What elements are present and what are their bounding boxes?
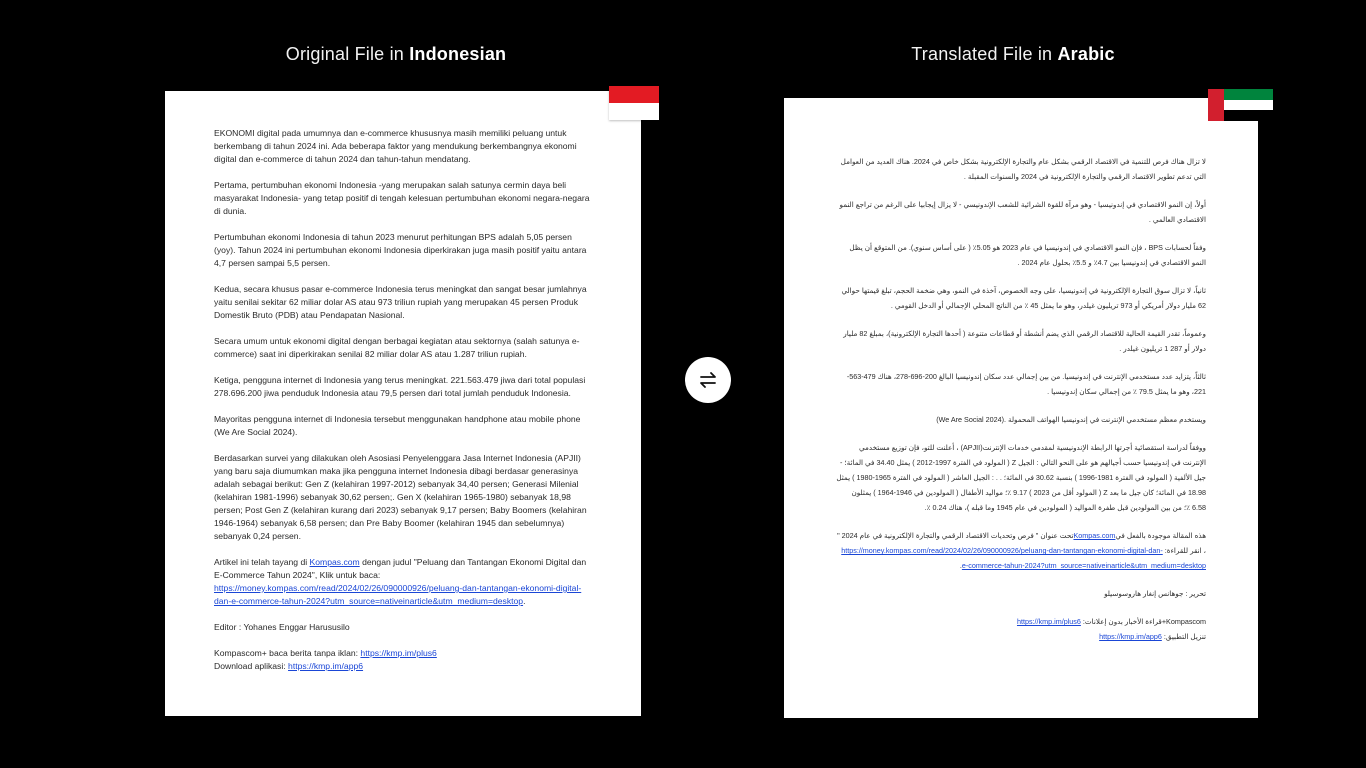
- kompas-link[interactable]: Kompas.com: [309, 557, 360, 567]
- original-promo-lines: [214, 647, 593, 673]
- translated-file-heading: [803, 44, 1223, 65]
- indonesia-flag-icon: [609, 86, 659, 120]
- translated-paragraph-5: وعموماً، تقدر القيمة الحالية للاقتصاد الرقمي الذي يضم أنشطة أو قطاعات متنوعة ( أحدها التجارة الإلكترونية)، بمبلغ 82 مليار دولار أو 287 1 تريليون غيلدر .: [843, 329, 1206, 353]
- source-text-c: .: [523, 596, 526, 606]
- original-paragraph-4: Kedua, secara khusus pasar e-commerce Indonesia terus meningkat dan sangat besar jumlahnya yaitu senilai sekitar 62 miliar dolar AS atau 973 triliun rupiah yang merupakan 45 persen Produk Domestik Bruto (PDB) atau Pendapatan Nasional.: [214, 284, 587, 320]
- original-paragraph-1: EKONOMI digital pada umumnya dan e-commerce khususnya masih memiliki peluang untuk berkembang di tahun 2024 ini. Ada beberapa faktor yang mendukung berkembangnya ekonomi digital dan e-commerce di tahun 2024 dan tahun-tahun mendatang.: [214, 128, 577, 164]
- swap-languages-button[interactable]: [685, 357, 731, 403]
- heading-prefix: Original File in: [285, 44, 410, 64]
- original-editor-line: Editor : Yohanes Enggar Harususilo: [214, 622, 350, 632]
- source-text-a: هذه المقالة موجودة بالفعل في: [1115, 531, 1206, 540]
- flag-white-band: [1224, 100, 1273, 110]
- promo-app-text: تنزيل التطبيق:: [1161, 632, 1206, 641]
- flag-black-band: [1224, 110, 1273, 121]
- translated-paragraph-6: ثالثاً، يتزايد عدد مستخدمي الإنترنت في إندونيسيا. من بين إجمالي عدد سكان إندونيسيا البالغ 200-696-278، هناك 479-563-221، وهو ما يمثل 79.5 ٪ من إجمالي سكان إندونيسيا .: [846, 372, 1206, 396]
- translated-document-page: [784, 98, 1258, 718]
- source-text-b: dengan judul "Peluang dan Tantangan Ekonomi Digital dan E-Commerce Tahun 2024", Klik untuk baca:: [214, 557, 587, 580]
- original-paragraph-5: Secara umum untuk ekonomi digital dengan berbagai kegiatan atau sektornya (salah satunya e-commerce) saat ini diperkirakan senilai 82 miliar dolar AS atau 1.287 triliun rupiah.: [214, 336, 580, 359]
- source-language-label: Indonesian: [409, 44, 507, 64]
- swap-arrows-icon: [696, 368, 720, 392]
- promo-plus-text: Kompascom+قراءة الأخبار بدون إعلانات:: [1080, 617, 1206, 626]
- app-link[interactable]: https://kmp.im/app6: [288, 661, 364, 671]
- translated-paragraph-8: ووفقاً لدراسة استقصائية أجرتها الرابطة الإندونيسية لمقدمي خدمات الإنترنت(APJII) ، أعلنت للتو، فإن توزيع مستخدمي الإنترنت في إندونيسيا حسب أجيالهم هو على النحو التالي : الجيل Z ( المولود في الفترة 1997-2012 ) يمثل 34.40 في المائة؛ - جيل الألفية ( المولود في الفترة 1981-1996 ) بنسبة 30.62 في المائة؛ . . : الجيل العاشر ( المولود في الفترة 1965-1980 ) يمثل 18.98 في المائة؛ كان جيل ما بعد Z ( المولود أقل من 2023 ) 9.17 ٪؛ مواليد الأطفال ( المولودين في 1946-1964 ) يمثلون 6.58 ٪؛ من بين المولودين قبل طفرة المواليد ( المولودين في عام 1945 وما قبله )، هناك 0.24 ٪.: [836, 443, 1206, 512]
- source-text-b: تحت عنوان " فرص وتحديات الاقتصاد الرقمي والتجارة الإلكترونية في عام 2024 " ، انقر للقراءة:: [837, 531, 1206, 555]
- uae-flag-icon: [1208, 89, 1273, 121]
- original-paragraph-2: Pertama, pertumbuhan ekonomi Indonesia -yang merupakan salah satunya cermin daya beli masyarakat Indonesia- yang tetap positif di tengah kelesuan pertumbuhan ekonomi negara-negara di dunia.: [214, 180, 590, 216]
- translated-editor-line: تحرير : جوهانس إنغار هاروسوسيلو: [1104, 589, 1206, 598]
- translated-paragraph-source: [836, 528, 1206, 573]
- article-url-link[interactable]: https://money.kompas.com/read/2024/02/26/090000926/peluang-dan-tantangan-ekonomi-digital-dan-e-commerce-tahun-2024?utm_source=nativeinarticle&utm_medium=desktop: [841, 546, 1206, 570]
- original-document-page: [165, 91, 641, 716]
- flag-green-band: [1224, 89, 1273, 100]
- original-paragraph-6: Ketiga, pengguna internet di Indonesia yang terus meningkat. 221.563.479 jiwa dari total populasi 278.696.200 jiwa penduduk Indonesia atau 79,5 persen dari total jumlah penduduk Indonesia.: [214, 375, 586, 398]
- translated-paragraph-7: ويستخدم معظم مستخدمي الإنترنت في إندونيسيا الهواتف المحمولة .(We Are Social 2024): [936, 415, 1206, 424]
- flag-red-band: [609, 86, 659, 103]
- article-url-link[interactable]: https://money.kompas.com/read/2024/02/26/090000926/peluang-dan-tantangan-ekonomi-digital-dan-e-commerce-tahun-2024?utm_source=nativeinarticle&utm_medium=desktop: [214, 583, 582, 606]
- translated-promo-lines: [836, 614, 1206, 644]
- translated-paragraph-1: لا تزال هناك فرص للتنمية في الاقتصاد الرقمي بشكل عام والتجارة الإلكترونية بشكل خاص في 2024. هناك العديد من العوامل التي تدعم تطوير الاقتصاد الرقمي والتجارة الإلكترونية في 2024 والسنوات المقبلة .: [840, 157, 1206, 181]
- promo-app-text: Download aplikasi:: [214, 661, 289, 671]
- original-paragraph-7: Mayoritas pengguna internet di Indonesia tersebut menggunakan handphone atau mobile phone (We Are Social 2024).: [214, 414, 581, 437]
- heading-prefix: Translated File in: [911, 44, 1058, 64]
- original-paragraph-8: Berdasarkan survei yang dilakukan oleh Asosiasi Penyelenggara Jasa Internet Indonesia (APJII) yang baru saja diumumkan maka jika pengguna internet Indonesia dibagi berdasar generasinya adalah sebagai berikut: Gen Z (kelahiran 1997-2012) sebanyak 34,40 persen; Generasi Milenial (kelahiran 1981-1996) sebanyak 30,62 persen;. Gen X (kelahiran 1965-1980) sebanyak 18,98 persen; Post Gen Z (kelahiran kurang dari 2023) sebanyak 9,17 persen; Baby Boomers (kelahiran 1946-1964) sebanyak 6,58 persen; dan Pre Baby Boomer (kelahiran 1945 dan sebelumnya) sebanyak 0,24 persen.: [214, 453, 587, 541]
- target-language-label: Arabic: [1057, 44, 1115, 64]
- source-text-c: .: [959, 561, 962, 570]
- flag-red-band: [1208, 89, 1224, 121]
- promo-plus-text: Kompascom+ baca berita tanpa iklan:: [214, 648, 361, 658]
- flag-white-band: [609, 103, 659, 120]
- plus-link[interactable]: https://kmp.im/plus6: [1016, 617, 1081, 626]
- original-file-heading: [186, 44, 606, 65]
- translated-paragraph-3: وفقاً لحسابات BPS ، فإن النمو الاقتصادي في إندونيسيا في عام 2023 هو 5.05٪ ( على أساس سنوي). من المتوقع أن يظل النمو الاقتصادي في إندونيسيا بين 4.7٪ و 5.5٪ بحلول عام 2024 .: [849, 243, 1206, 267]
- source-text-a: Artikel ini telah tayang di: [214, 557, 310, 567]
- original-paragraph-3: Pertumbuhan ekonomi Indonesia di tahun 2023 menurut perhitungan BPS adalah 5,05 persen (yoy). Tahun 2024 ini pertumbuhan ekonomi Indonesia diperkirakan juga masih positif yaitu antara 4,7 persen sampai 5,5 persen.: [214, 232, 587, 268]
- kompas-link[interactable]: Kompas.com: [1073, 531, 1116, 540]
- translated-paragraph-4: ثانياً، لا تزال سوق التجارة الإلكترونية في إندونيسيا، على وجه الخصوص، آخذة في النمو، وهي ضخمة الحجم، تبلغ قيمتها حوالي 62 مليار دولار أمريكي أو 973 تريليون غيلدر، وهو ما يمثل 45 ٪ من الناتج المحلي الإجمالي أو الدخل القومي .: [841, 286, 1206, 310]
- app-link[interactable]: https://kmp.im/app6: [1099, 632, 1162, 641]
- original-paragraph-source: [214, 556, 593, 608]
- translated-paragraph-2: أولاً، إن النمو الاقتصادي في إندونيسيا - وهو مرآة للقوة الشرائية للشعب الإندونيسي - لا يزال إيجابيا على الرغم من تراجع النمو الاقتصادي العالمي .: [839, 200, 1206, 224]
- plus-link[interactable]: https://kmp.im/plus6: [360, 648, 437, 658]
